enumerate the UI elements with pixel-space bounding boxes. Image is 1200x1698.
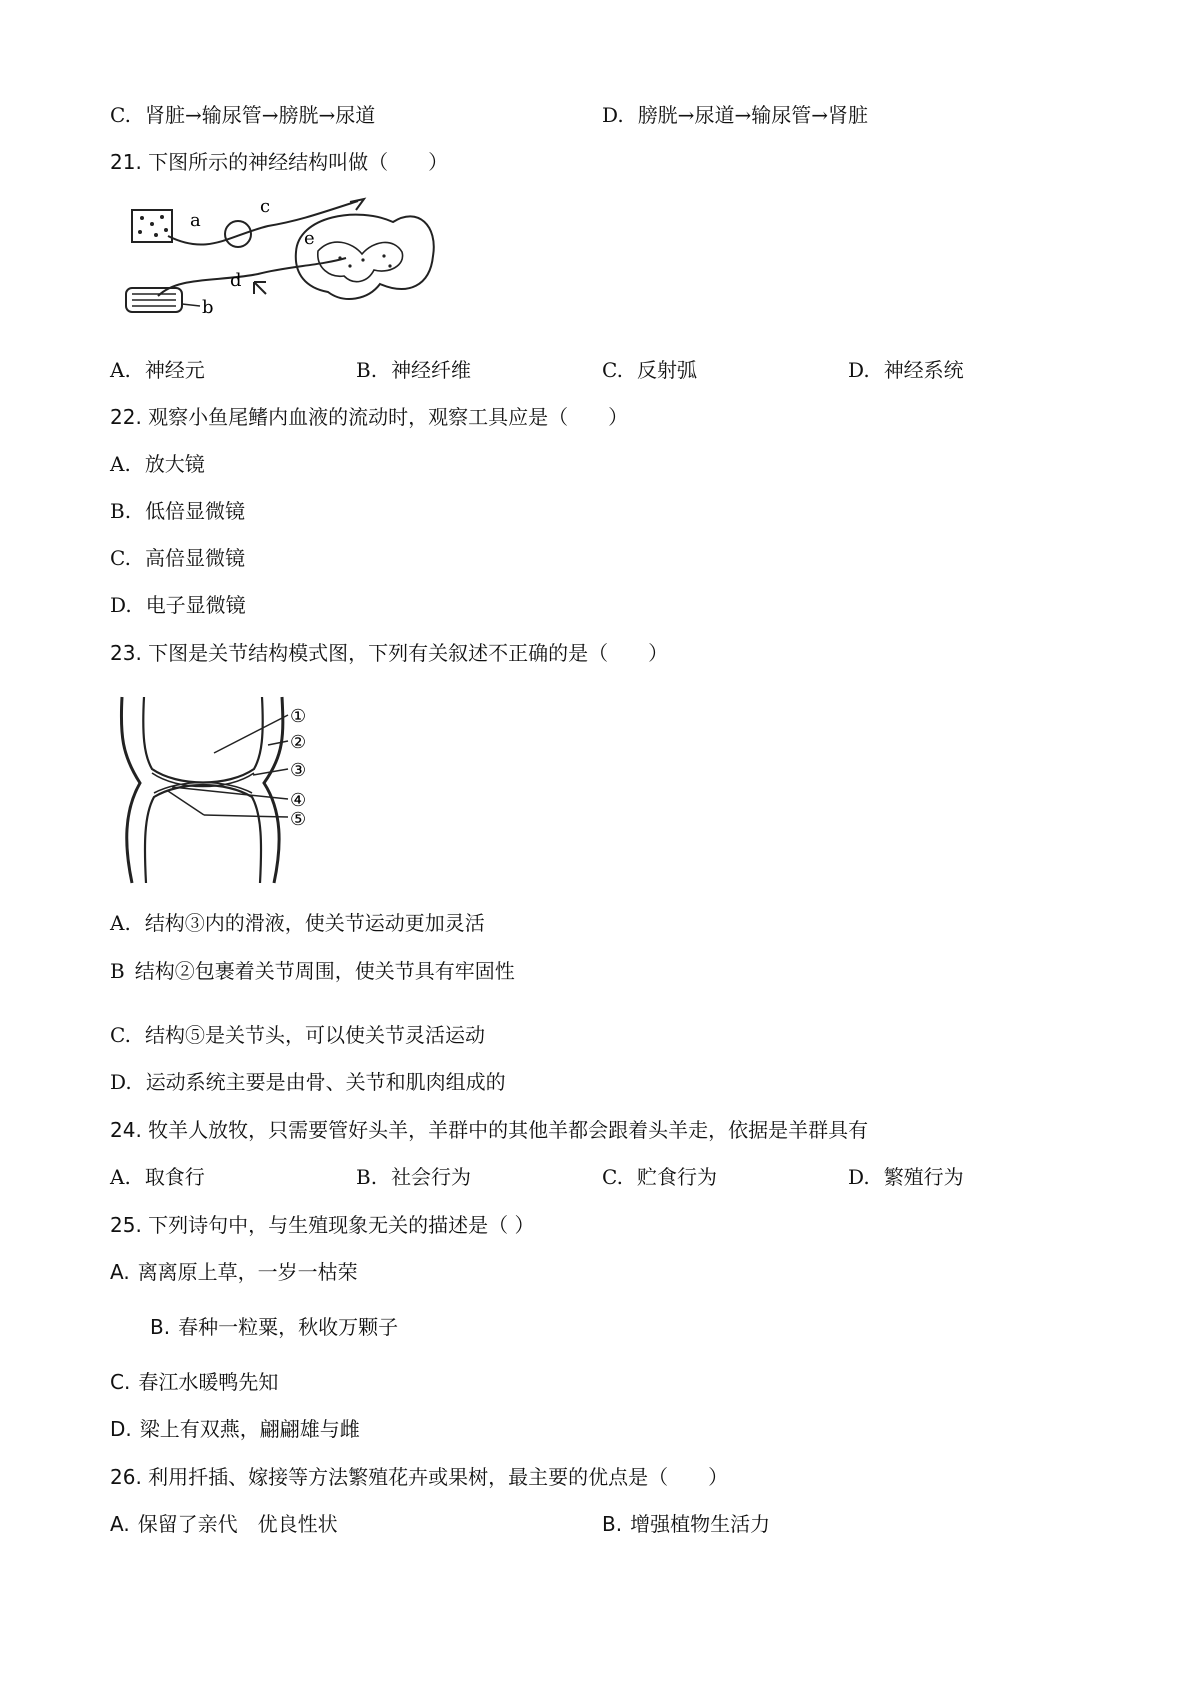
option-text: 运动系统主要是由骨、关节和肌肉组成的 xyxy=(145,1070,506,1094)
q22-option-a xyxy=(110,450,205,478)
arrow-d xyxy=(254,282,266,294)
q25-option-c xyxy=(110,1368,278,1396)
option-letter: B xyxy=(110,959,125,983)
option-letter: D. xyxy=(848,358,870,382)
label-a: a xyxy=(190,210,201,231)
label-4: ④ xyxy=(290,790,307,811)
label-2: ② xyxy=(290,732,307,753)
q21-option-b xyxy=(356,356,471,384)
q21-option-c xyxy=(602,356,697,384)
receptor-a xyxy=(132,210,172,242)
label-3: ③ xyxy=(290,760,307,781)
option-letter: A. xyxy=(110,1165,131,1189)
label-b: b xyxy=(202,297,214,318)
q22-option-c xyxy=(110,544,245,572)
option-text: 增强植物生活力 xyxy=(630,1512,771,1536)
option-text: 繁殖行为 xyxy=(883,1165,964,1189)
option-letter: B. xyxy=(150,1315,171,1339)
option-letter: B. xyxy=(356,1165,378,1189)
joint-structure-figure xyxy=(118,695,328,885)
q23-option-a xyxy=(110,909,485,937)
option-letter: C. xyxy=(110,1370,131,1394)
q21-stem: 21. 下图所示的神经结构叫做（ ） xyxy=(110,150,449,174)
q24-option-d xyxy=(848,1163,964,1191)
option-letter: A. xyxy=(110,911,131,935)
q26-stem: 26. 利用扦插、嫁接等方法繁殖花卉或果树，最主要的优点是（ ） xyxy=(110,1465,729,1489)
label-d: d xyxy=(230,270,242,291)
q22-option-d xyxy=(110,591,246,619)
option-text: 社会行为 xyxy=(391,1165,472,1189)
option-text: 神经系统 xyxy=(883,358,964,382)
option-letter: C. xyxy=(602,1165,623,1189)
label-5: ⑤ xyxy=(290,809,307,830)
label-c: c xyxy=(260,196,271,217)
q25-option-b xyxy=(150,1313,398,1341)
joint-head xyxy=(143,697,262,783)
q21-option-a xyxy=(110,356,205,384)
option-letter: A. xyxy=(110,452,131,476)
option-text: 低倍显微镜 xyxy=(145,499,246,523)
motor-fiber-d xyxy=(158,258,346,296)
option-letter: C. xyxy=(602,358,623,382)
option-text: 肾脏→输尿管→膀胱→尿道 xyxy=(144,103,376,127)
option-text: 结构②包裹着关节周围，使关节具有牢固性 xyxy=(134,959,515,983)
option-letter: B. xyxy=(110,499,132,523)
option-letter: A. xyxy=(110,358,131,382)
q24-option-a xyxy=(110,1163,205,1191)
q26-option-a xyxy=(110,1510,338,1538)
option-letter: D. xyxy=(848,1165,870,1189)
q22-stem: 22. 观察小鱼尾鳍内血液的流动时，观察工具应是（ ） xyxy=(110,405,629,429)
option-text: 结构③内的滑液，使关节运动更加灵活 xyxy=(144,911,485,935)
option-text: 放大镜 xyxy=(144,452,205,476)
q23-option-c xyxy=(110,1021,485,1049)
option-letter: A. xyxy=(110,1512,130,1536)
q23-stem: 23. 下图是关节结构模式图，下列有关叙述不正确的是（ ） xyxy=(110,641,669,665)
option-letter: D. xyxy=(110,593,132,617)
option-text: 春江水暖鸭先知 xyxy=(138,1370,279,1394)
option-letter: B. xyxy=(356,358,378,382)
q25-option-a xyxy=(110,1258,358,1286)
option-letter: A. xyxy=(110,1260,130,1284)
spinal-cord xyxy=(296,215,434,299)
option-text: 神经元 xyxy=(144,358,205,382)
option-text: 保留了亲代 优良性状 xyxy=(137,1512,338,1536)
option-text: 贮食行为 xyxy=(636,1165,717,1189)
option-text: 电子显微镜 xyxy=(145,593,246,617)
q21-option-d xyxy=(848,356,964,384)
option-text: 反射弧 xyxy=(636,358,697,382)
joint-capsule-right xyxy=(264,697,283,883)
option-text: 取食行 xyxy=(144,1165,205,1189)
q23-option-d xyxy=(110,1068,506,1096)
q20-option-c xyxy=(110,101,375,129)
option-letter: C. xyxy=(110,1023,131,1047)
option-text: 膀胱→尿道→输尿管→肾脏 xyxy=(637,103,868,127)
label-e: e xyxy=(304,228,315,249)
reflex-arc-figure xyxy=(118,196,478,336)
option-text: 神经纤维 xyxy=(391,358,472,382)
option-letter: C. xyxy=(110,103,131,127)
option-letter: D. xyxy=(110,1417,132,1441)
option-letter: D. xyxy=(602,103,624,127)
q25-stem: 25. 下列诗句中，与生殖现象无关的描述是（ ） xyxy=(110,1213,535,1237)
option-text: 离离原上草，一岁一枯荣 xyxy=(137,1260,358,1284)
q24-option-c xyxy=(602,1163,717,1191)
option-text: 梁上有双燕，翩翩雄与雌 xyxy=(139,1417,360,1441)
option-letter: C. xyxy=(110,546,131,570)
ganglion xyxy=(225,221,251,247)
option-text: 结构⑤是关节头，可以使关节灵活运动 xyxy=(144,1023,485,1047)
q24-option-b xyxy=(356,1163,471,1191)
joint-socket xyxy=(145,785,261,883)
q22-option-b xyxy=(110,497,245,525)
q20-option-d xyxy=(602,101,868,129)
label-1: ① xyxy=(290,706,307,727)
joint-capsule-left xyxy=(121,697,140,883)
q23-option-b xyxy=(110,957,515,985)
q24-stem: 24. 牧羊人放牧，只需要管好头羊，羊群中的其他羊都会跟着头羊走，依据是羊群具有 xyxy=(110,1118,869,1142)
option-letter: D. xyxy=(110,1070,132,1094)
arrow-c xyxy=(350,199,364,210)
option-letter: B. xyxy=(602,1512,623,1536)
option-text: 高倍显微镜 xyxy=(144,546,245,570)
option-text: 春种一粒粟，秋收万颗子 xyxy=(178,1315,399,1339)
q26-option-b xyxy=(602,1510,770,1538)
q25-option-d xyxy=(110,1415,360,1443)
